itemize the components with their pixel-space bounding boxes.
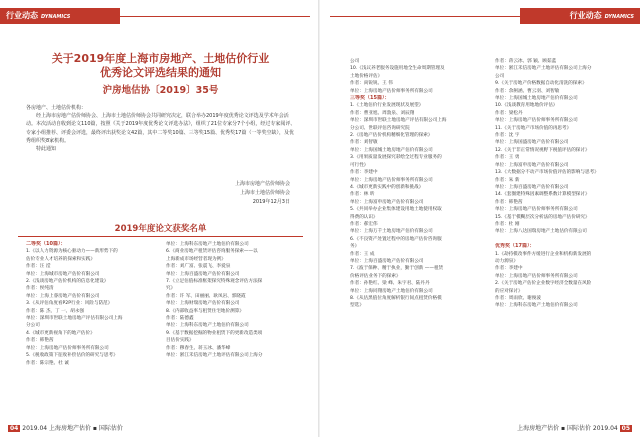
award-line: 2.《房地产估价机构精细化管理的探索》 <box>350 133 433 139</box>
award-line: 动力源泉》 <box>495 258 518 264</box>
award-line: 作者：汪 滢 <box>26 264 51 270</box>
award-line: 作者：许 军、田丽丽、耿凤岩、郭晓霞 <box>166 293 246 299</box>
notice-title <box>18 52 303 80</box>
award-line: 作者：李建中 <box>495 266 523 272</box>
award-line: 单位：上海八达国瑞房地产土地估价有限公司 <box>495 229 587 235</box>
footer-right-text: 上海房地产估价 ▪ 国际估价 2019.04 <box>517 425 618 432</box>
award-line: 单位：上海科东房地产土地估价有限公司 <box>166 323 249 329</box>
award-line: 7.《立足估值标准框架探究特殊观念评估方法探 <box>166 279 263 285</box>
award-column-1 <box>26 241 154 367</box>
award-line: 2.《浅谈房地产估价机构的信息化建设》 <box>26 279 109 285</box>
award-line: 作者：陆德鑫 <box>166 316 194 322</box>
award-line: 型选》 <box>350 303 364 309</box>
award-line: 单位：上海房地产估价师事务所有限公司 <box>350 88 433 94</box>
award-line: 单位：上海富申房地产估价有限公司 <box>350 199 424 205</box>
award-line: 单位：上海国盛房地产估价有限公司 <box>495 140 569 146</box>
award-line: 单位：上海国城土地房地产估价有限公司 <box>495 96 578 102</box>
award-line: 单位：上海百盛房地产估价有限公司 <box>350 258 424 264</box>
award-line: 作者：王 勇 <box>495 155 520 161</box>
award-line: 4.《城市更新实践中的创新和挑战》 <box>350 184 424 190</box>
award-line: 单位：浙江禾信房地产土地评估有限公司上海分 <box>495 66 592 72</box>
award-line: 10.《浅谈教育用地地价评估》 <box>495 103 558 109</box>
section-header-label-right: 行业动态 <box>569 11 602 20</box>
prize-heading: 二等奖（10篇）： <box>26 241 66 247</box>
award-line: 公司 <box>350 59 360 64</box>
award-line: 作者：陈宗艳、杜 诚 <box>26 360 69 366</box>
award-line: 作者：刘广富、张震飞、李爱泉 <box>166 264 231 270</box>
award-line: 作者：朱 新 <box>495 177 520 183</box>
award-line: 分公司 <box>26 323 40 329</box>
award-line: 公司 <box>495 73 505 79</box>
section-header-right <box>520 8 640 24</box>
award-line: 作者：韩艳茜 <box>26 338 54 344</box>
award-line: 单位：上海同翔房地产土地估价有限公司 <box>350 288 433 294</box>
award-line: 作者：郝宏伟 <box>350 221 378 227</box>
award-line: 8.《内部收益率与租赁住宅地价测算》 <box>166 308 244 314</box>
signature-date: 2019年12月3日 <box>252 199 290 205</box>
award-line: 7.《波于保种、精于执业，勤于创新 ——租赁 <box>350 266 444 272</box>
award-line: 单位：上海房地产估价师事务所有限公司 <box>495 207 578 213</box>
footer-left <box>8 423 123 432</box>
award-line: 3.《用果质量发展探究彩绘全过程专业服务的 <box>350 155 442 161</box>
award-line: 作者：沈 宇 <box>495 133 520 139</box>
page-number-left: 04 <box>10 425 19 432</box>
award-line: 作者：李建中 <box>350 170 378 176</box>
notice-document-number: 沪房地估协〔2019〕35号 <box>102 85 219 96</box>
award-line: 单位：上海房地产估价师事务所有限公司 <box>495 118 578 124</box>
award-line: 作者：侯纯清 <box>26 286 54 292</box>
section-header-label: 行业动态 <box>6 11 38 20</box>
award-line: 作者：蒋云冰、郭 颖、顾茹蓝 <box>495 59 557 64</box>
award-line: 作者：孙艳红、梁 峰、朱宇君、陆丹丹 <box>350 281 430 287</box>
award-line: 3.《从评估角度看P2P行业：风险与防范》 <box>26 301 113 307</box>
award-line: 5.《税收政策下征收补偿估价的研究与思考》 <box>26 353 118 359</box>
award-line: 6.《商业房地产租赁评估咨询服务探索——以 <box>166 249 258 255</box>
award-line: 1.《土地估价行业发展现状及展望》 <box>350 103 424 109</box>
notice-salutation: 各房地产、土地估价机构： <box>26 105 87 111</box>
award-column-2 <box>166 241 306 360</box>
award-line: 1.《劫持模改事件方缓进行企业和机构新发展的 <box>495 251 592 257</box>
award-line: 14.《套圈建特殊因素调整系数计算模型探讨》 <box>495 192 590 198</box>
signature-org-1: 上海市房地产估价师协会 <box>234 181 290 187</box>
award-line: 分公司、世联评估咨询研究院 <box>350 125 410 131</box>
award-line: 单位：上海房地产估价师事务所有限公司 <box>495 273 578 279</box>
award-line: 作者：王 成 <box>350 251 375 257</box>
award-line: 4.《城市更新视角下的地产估价》 <box>26 330 95 336</box>
header-rule-right <box>330 16 520 17</box>
award-line: 可行性》 <box>350 162 369 168</box>
award-line: 单位：上海百盛房地产估价有限公司 <box>166 271 240 277</box>
award-line: 13.《大数据分不动产市场价值评估的影响与思考》 <box>495 170 599 176</box>
header-rule <box>120 16 310 17</box>
award-line: 单位：上海房地产估价师事务所有限公司 <box>350 177 433 183</box>
award-line: 作者：余舸涵、曹云羽、刘智敏 <box>495 88 560 94</box>
award-line: 作者：周雨欣、谢俊波 <box>495 296 541 301</box>
award-line: 单位：浙江禾信房地产土地评估有限公司上海分 <box>166 353 263 359</box>
award-line: 作者：刘智敏 <box>350 140 378 146</box>
award-line: 究》 <box>166 286 176 292</box>
award-line: 2.《关于房地产估价企业数字经济全数量在风险 <box>495 281 592 287</box>
award-list-title: 2019年度论文获奖名单 <box>114 224 207 234</box>
award-line: 目估价实践》 <box>166 338 194 344</box>
award-line: 单位：深圳市世联土地房地产评估有限公司上海 <box>26 316 123 322</box>
award-line: 6.《不良资产处置过程中的房地产估价咨询服 <box>350 236 442 242</box>
section-header-en: DYNAMICS <box>41 14 71 20</box>
notice-paragraph: 经上海市房地产估价师协会、上海市土地估价师协会共同研究决定，联合举办2019年度优秀论文评选及学术年会活动。本次活动自收到论文110篇，按照《关于2019年度优秀论文评选办法》，组织了21位专家分7个小组，经过专家阅评、专家小组推荐、评委会评选，最终评出获奖论文42篇，其中二等奖10篇、三等奖15篇、优秀奖17篇（一等奖空缺），及优秀组织奖8家机构。 <box>26 113 296 144</box>
award-column-4 <box>495 58 635 310</box>
award-line: 8.《从估黑值位角度解析银行间点租赁价格模 <box>350 296 442 301</box>
right-page <box>320 0 640 437</box>
award-line: 估价专业人才培养的探索和实践》 <box>26 256 95 262</box>
prize-heading: 优秀奖（17篇）： <box>495 243 535 250</box>
award-line: 价格评估业务下的探索》 <box>350 273 401 279</box>
award-line: 9.《基于数据挖掘的物业租赁下的更新改造类项 <box>166 330 263 336</box>
award-line: 作者：梁松丹 <box>495 110 523 116</box>
notice-title-line-2: 优秀论文评选结果的通知 <box>100 66 221 79</box>
footer-right <box>517 423 632 432</box>
notice-closing: 特此通知 <box>36 146 57 153</box>
award-line: 上海新成市场经营者现为例》 <box>166 256 226 262</box>
award-line: 单位：上海百盛房地产估价有限公司 <box>495 184 569 190</box>
award-line: 11.《关于房地产市场价值的再思考》 <box>495 125 572 131</box>
award-line: 单位：上海财瑞房地产估价有限公司 <box>166 301 240 307</box>
signature-org-2: 上海市土地估价师协会 <box>239 190 290 196</box>
award-line: 务》 <box>350 244 360 250</box>
prize-heading: 三等奖（15篇）： <box>350 95 390 102</box>
award-line: 5.《共同举办企业集体建设用地土地使用权取 <box>350 207 442 213</box>
award-line: 单位：上海万千土地房地产估价有限公司 <box>350 229 433 235</box>
award-line: 单位：上海科东房地产土地估价有限公司 <box>166 242 249 247</box>
section-header-left <box>0 8 120 24</box>
award-line: 1.《以人力资源为核心驱动力——新形势下的 <box>26 249 118 255</box>
award-line: 作者：韩艳茜 <box>495 199 523 205</box>
award-line: 10.《浅议养老服务设施用地全生命周期管理及 <box>350 66 445 72</box>
award-line: 9.《关于房地产价格数据自动化清洗的探索》 <box>495 81 587 87</box>
section-header-en-right: DYNAMICS <box>604 14 634 20</box>
award-line: 单位：上海房地产估价师事务所有限公司 <box>26 345 109 351</box>
award-line: 作者：穆春生、蒋玉冰、潘华峰 <box>166 345 231 351</box>
notice-title-line-1: 关于2019年度上海市房地产、土地估价行业 <box>51 52 270 65</box>
award-line: 单位：上海城市房地产估价有限公司 <box>26 271 100 277</box>
award-line: 得费的认识》 <box>350 214 378 220</box>
award-line: 单位：上海富申房地产估价有限公司 <box>495 162 569 168</box>
award-line: 单位：深圳市世联土地房地产评估有限公司上海 <box>350 118 447 124</box>
award-line: 12.《关于非正常情况视野下税值评估的探讨》 <box>495 147 590 153</box>
award-line: 作者：杜 刚 <box>495 221 520 227</box>
award-line: 土地价格评估》 <box>350 73 383 79</box>
award-line: 作者：曹亚旭、周敦泉、刘辰翔 <box>350 110 415 116</box>
page-number-right: 05 <box>621 425 630 432</box>
award-column-3 <box>350 58 485 310</box>
footer-left-text: 2019.04 上海房地产估价 ▪ 国际估价 <box>22 425 123 432</box>
award-line: 15.《基于模糊层次分析法的房地产估价研究》 <box>495 214 590 220</box>
award-line: 单位：上海科东房地产土地估价有限公司 <box>495 303 578 309</box>
award-line: 作者：尚锐锐、王 伟 <box>350 81 393 87</box>
award-line: 单位：上海国城土地房地产估价有限公司 <box>350 147 433 153</box>
award-list-rule <box>18 236 303 237</box>
notice-body <box>26 104 296 153</box>
award-line: 单位：上海上睿房地产估价有限公司 <box>26 293 100 299</box>
award-line: 作者：林 昕 <box>350 192 375 198</box>
award-line: 作者：陈 杰、丁 一、胡永强 <box>26 308 85 314</box>
award-line <box>495 236 635 243</box>
award-line: 的应对探讨》 <box>495 288 523 294</box>
